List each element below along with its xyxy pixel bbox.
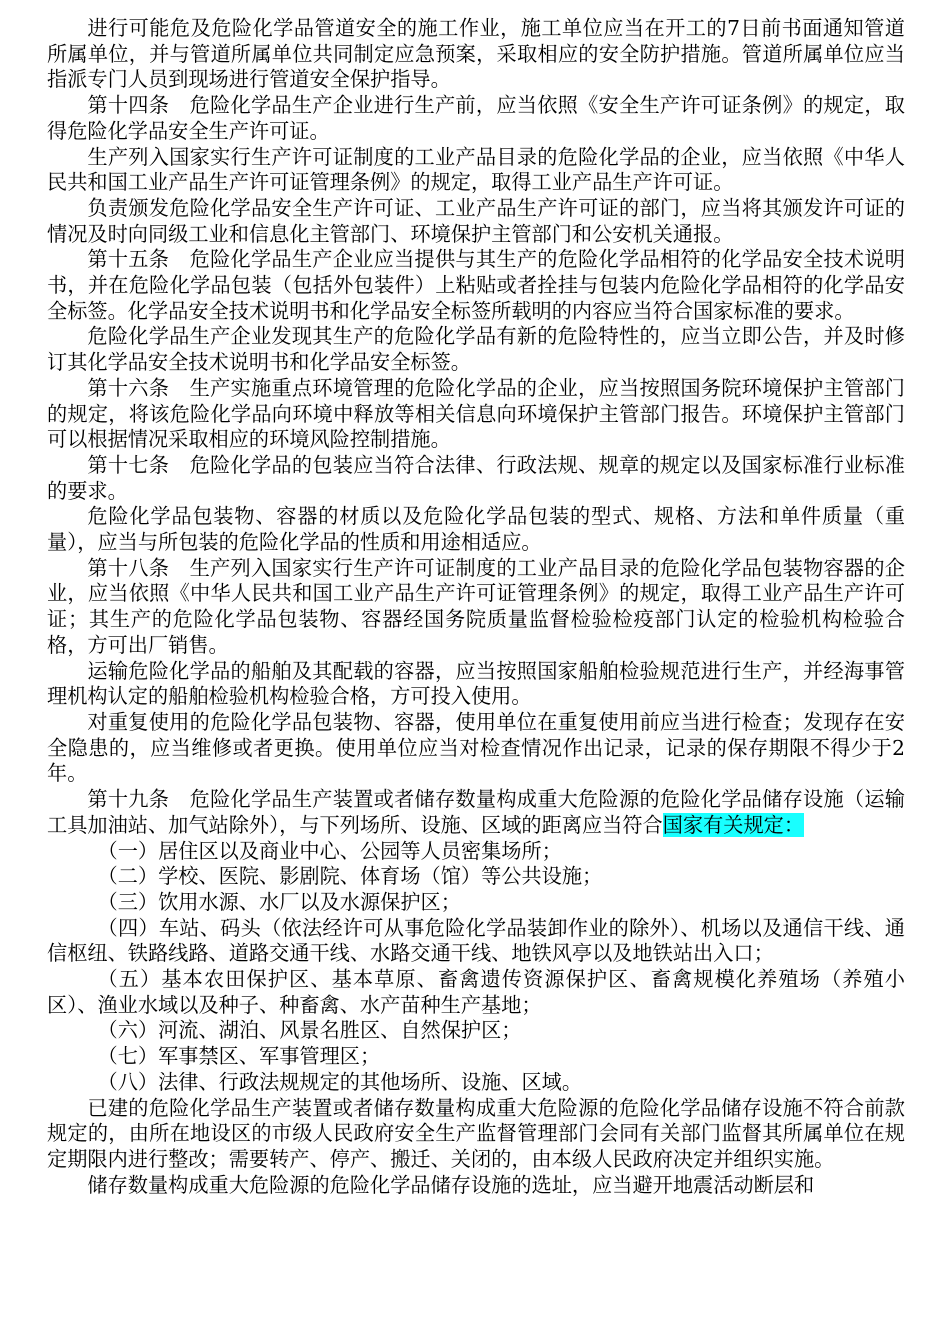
list-item-7: （七）军事禁区、军事管理区； — [97, 1044, 381, 1069]
paragraph-article-18: 第十八条 生产列入国家实行生产许可证制度的工业产品目录的危险化学品包装物容器的企业，应当依照《中华人民共和国工业产品生产许可证管理条例》的规定，取得工业产品生产许可证；其生产的危险化学品包装物、容器经国务院质量监督检验检疫部门认定的检验机构检验合格，方可出厂销售。 — [47, 555, 905, 657]
paragraph-article-15: 第十五条 危险化学品生产企业应当提供与其生产的危险化学品相符的化学品安全技术说明书，并在危险化学品包装（包括外包装件）上粘贴或者拴挂与包装内危险化学品相符的化学品安全标签。化学品安全技术说明书和化学品安全标签所载明的内容应当符合国家标准的要求。 — [47, 247, 905, 323]
paragraph-article-16: 第十六条 生产实施重点环境管理的危险化学品的企业，应当按照国务院环境保护主管部门的规定，将该危险化学品向环境中释放等相关信息向环境保护主管部门报告。环境保护主管部门可以根据情况采取相应的环境风险控制措施。 — [47, 375, 905, 452]
paragraph-reuse-inspection: 对重复使用的危险化学品包装物、容器，使用单位在重复使用前应当进行检查；发现存在安全隐患的，应当维修或者更换。使用单位应当对检查情况作出记录，记录的保存期限不得少于2年。 — [47, 709, 905, 786]
paragraph-existing-facilities: 已建的危险化学品生产装置或者储存数量构成重大危险源的危险化学品储存设施不符合前款规定的，由所在地设区的市级人民政府安全生产监督管理部门会同有关部门监督其所属单位在规定期限内进行整改；需要转产、停产、搬迁、关闭的，由本级人民政府决定并组织实施。 — [47, 1095, 905, 1171]
article-19-text: 第十九条 危险化学品生产装置或者储存数量构成重大危险源的危险化学品储存设施（运输工具加油站、加气站除外），与下列场所、设施、区域的距离应当符合 — [47, 787, 905, 837]
paragraph-packaging-material: 危险化学品包装物、容器的材质以及危险化学品包装的型式、规格、方法和单件质量（重量），应当与所包装的危险化学品的性质和用途相适应。 — [47, 504, 905, 555]
list-item-3: （三）饮用水源、水厂以及水源保护区； — [97, 889, 461, 914]
list-item-6: （六）河流、湖泊、风景名胜区、自然保护区； — [97, 1018, 522, 1043]
paragraph-site-selection: 储存数量构成重大危险源的危险化学品储存设施的选址，应当避开地震活动断层和 — [87, 1172, 815, 1197]
paragraph-license-notification: 负责颁发危险化学品安全生产许可证、工业产品生产许可证的部门，应当将其颁发许可证的情况及时向同级工业和信息化主管部门、环境保护主管部门和公安机关通报。 — [47, 195, 905, 246]
list-item-2: （二）学校、医院、影剧院、体育场（馆）等公共设施； — [97, 864, 603, 889]
paragraph-new-hazard: 危险化学品生产企业发现其生产的危险化学品有新的危险特性的，应当立即公告，并及时修订其化学品安全技术说明书和化学品安全标签。 — [47, 324, 905, 375]
document-page — [47, 16, 905, 1198]
list-item-4: （四）车站、码头（依法经许可从事危险化学品装卸作业的除外）、机场以及通信干线、通信枢纽、铁路线路、道路交通干线、水路交通干线、地铁风亭以及地铁站出入口； — [47, 915, 905, 966]
paragraph-article-14: 第十四条 危险化学品生产企业进行生产前，应当依照《安全生产许可证条例》的规定，取得危险化学品安全生产许可证。 — [47, 93, 905, 143]
list-item-5: （五）基本农田保护区、基本草原、畜禽遗传资源保护区、畜禽规模化养殖场（养殖小区）、渔业水域以及种子、种畜禽、水产苗种生产基地； — [47, 967, 905, 1017]
paragraph-ship-containers: 运输危险化学品的船舶及其配载的容器，应当按照国家船舶检验规范进行生产，并经海事管理机构认定的船舶检验机构检验合格，方可投入使用。 — [47, 658, 905, 709]
paragraph-article-19 — [47, 787, 905, 838]
highlighted-text: 国家有关规定： — [662, 812, 805, 837]
list-item-8: （八）法律、行政法规规定的其他场所、设施、区域。 — [97, 1069, 583, 1094]
list-item-1: （一）居住区以及商业中心、公园等人员密集场所； — [97, 838, 562, 863]
paragraph-pipeline-construction: 进行可能危及危险化学品管道安全的施工作业，施工单位应当在开工的7日前书面通知管道所属单位，并与管道所属单位共同制定应急预案，采取相应的安全防护措施。管道所属单位应当指派专门人员到现场进行管道安全保护指导。 — [47, 16, 905, 92]
paragraph-production-license: 生产列入国家实行生产许可证制度的工业产品目录的危险化学品的企业，应当依照《中华人民共和国工业产品生产许可证管理条例》的规定，取得工业产品生产许可证。 — [47, 144, 905, 195]
paragraph-article-17: 第十七条 危险化学品的包装应当符合法律、行政法规、规章的规定以及国家标准行业标准的要求。 — [47, 452, 905, 503]
